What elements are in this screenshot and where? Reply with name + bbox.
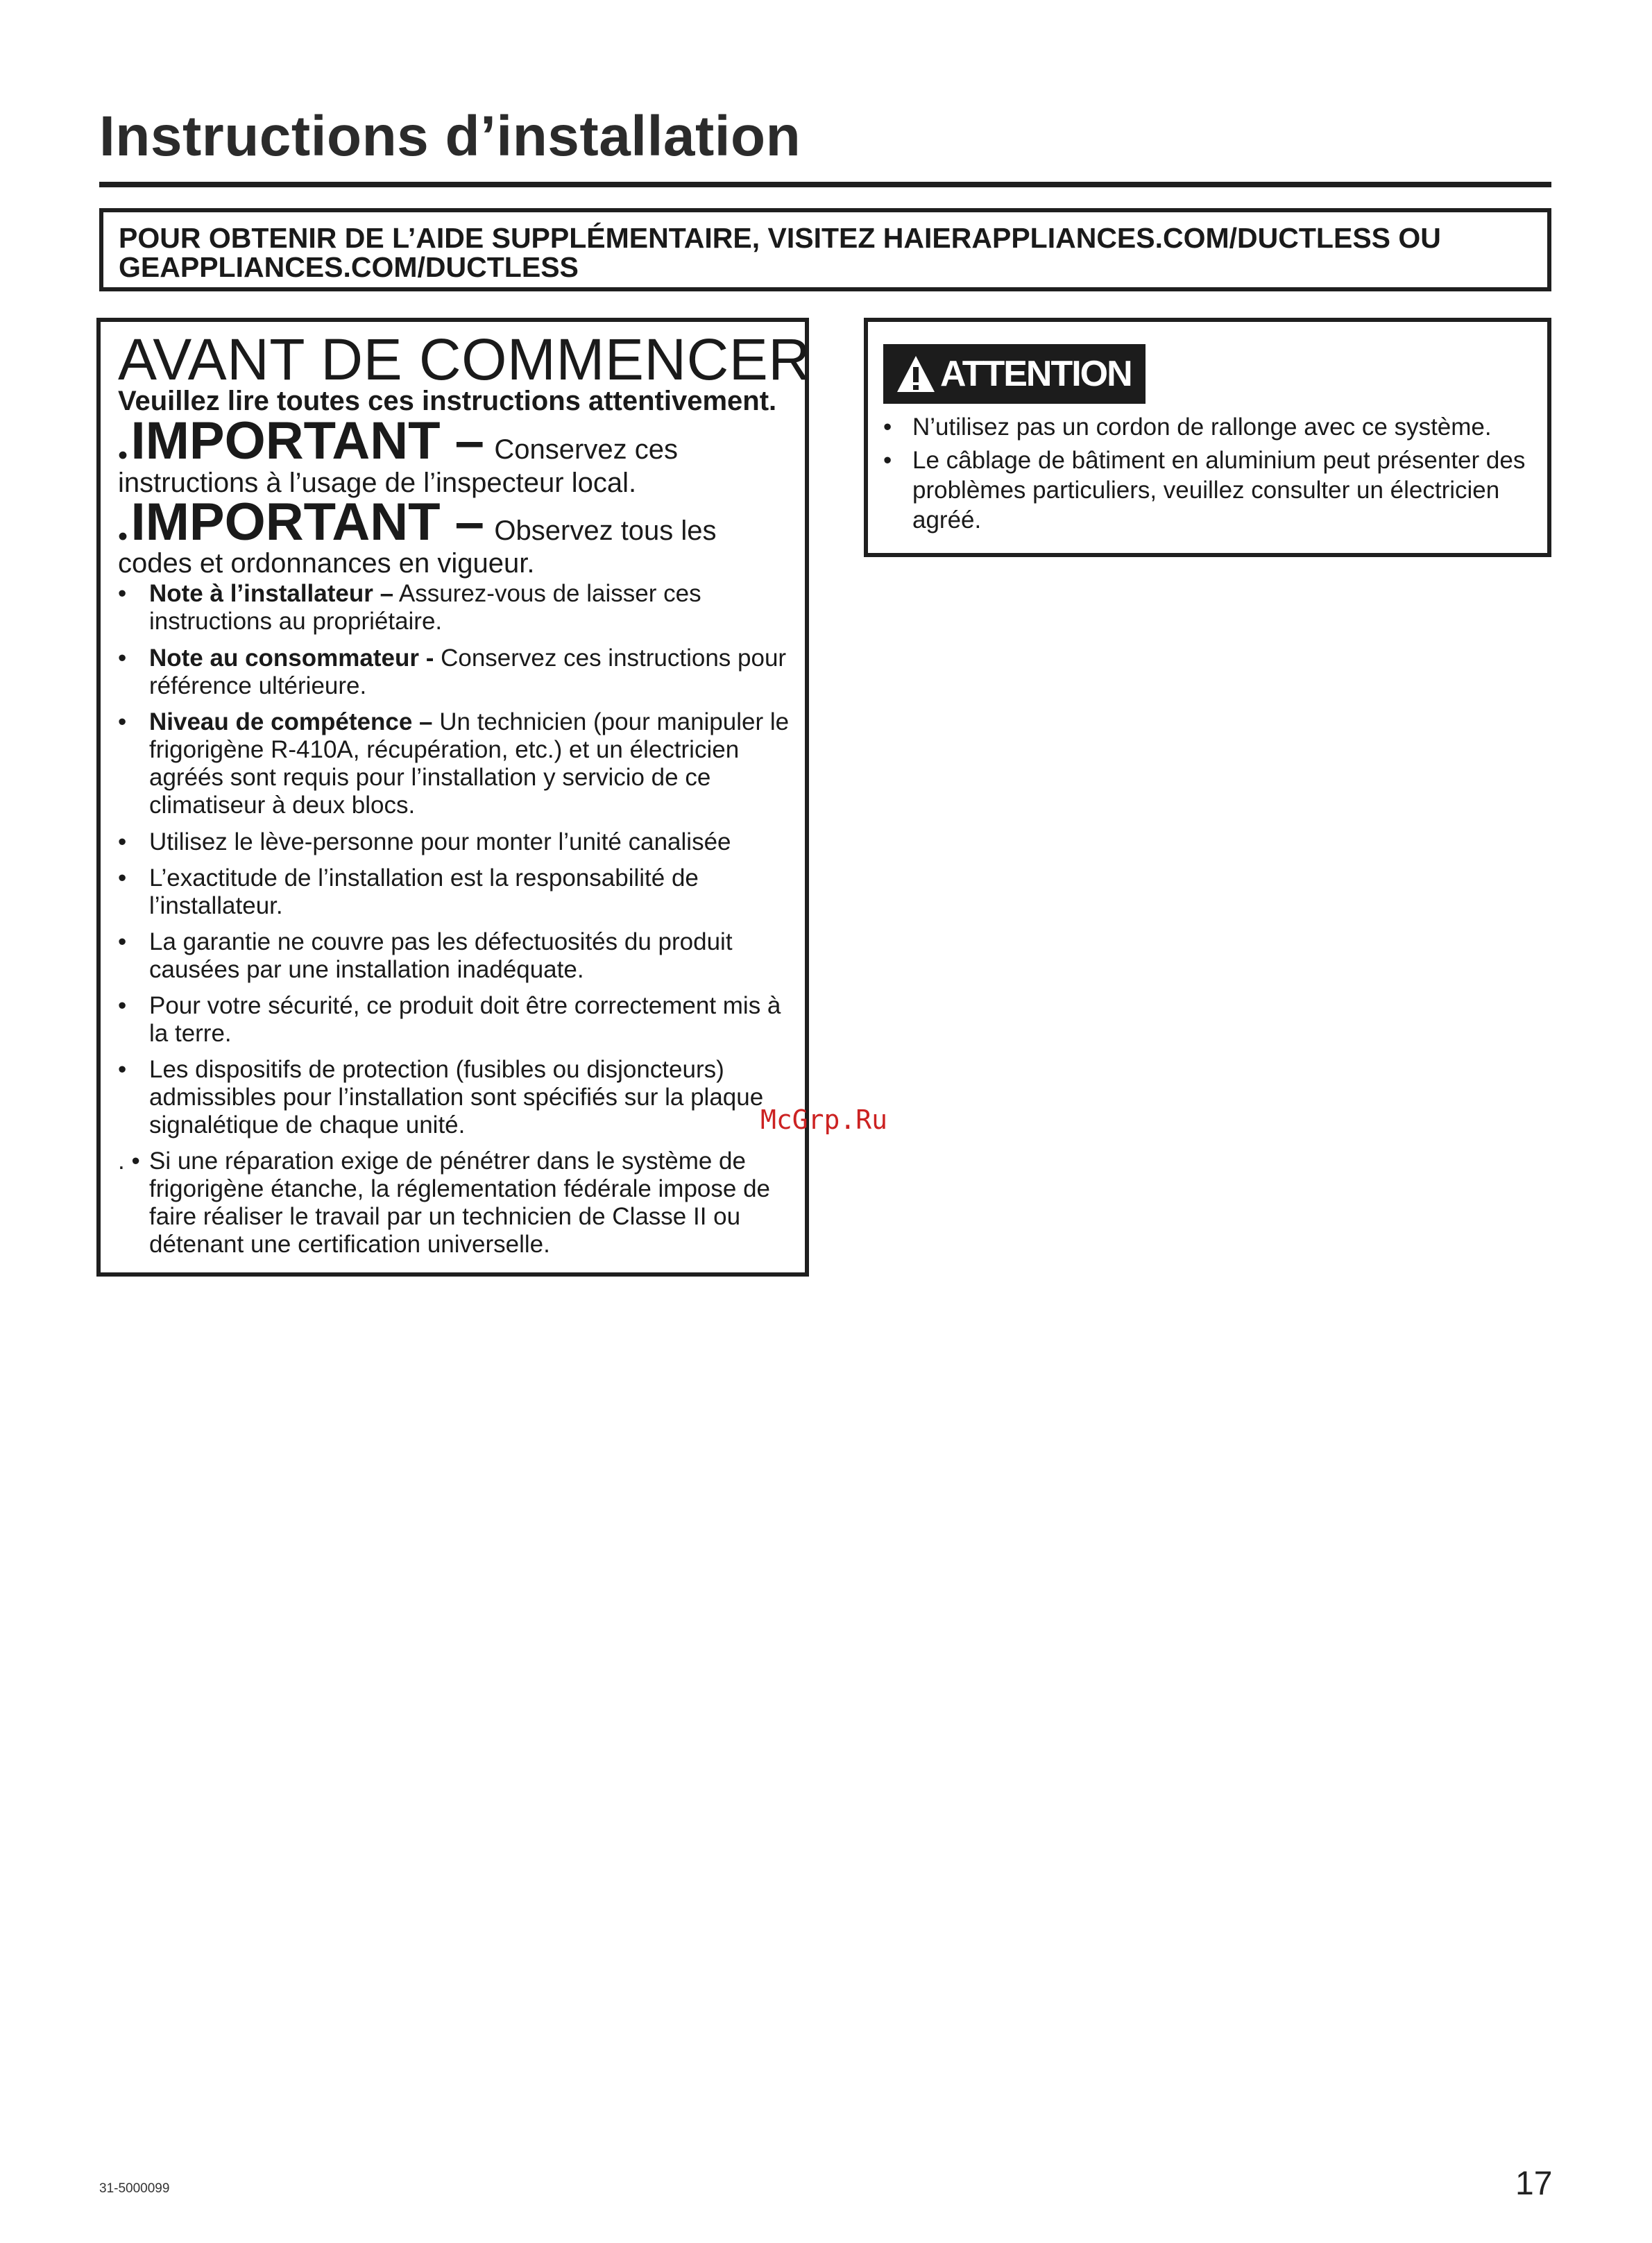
list-item: • La garantie ne couvre pas les défectuosités du produit causées par une installation inadéquate. [118,928,733,983]
list-item: • Le câblage de bâtiment en aluminium peut présenter des problèmes particuliers, veuillez consulter un électricien agréé. [883,447,1526,534]
important-1-label: IMPORTANT – [130,411,484,470]
list-item: • Niveau de compétence – Un technicien (pour manipuler le frigorigène R-410A, récupération, etc.) et un électricien agréés sont requis pour l’installation y servicio de ce climatiseur à deux blocs. [118,708,790,819]
avant-subtitle: Veuillez lire toutes ces instructions attentivement. [118,386,777,416]
important-2-label: IMPORTANT – [130,493,484,552]
attention-badge [883,344,1146,404]
list-item: • Les dispositifs de protection (fusibles ou disjoncteurs) admissibles pour l’installation sont spécifiés sur la plaque signalétique de chaque unité. [118,1056,764,1138]
list-item: . • Si une réparation exige de pénétrer dans le système de frigorigène étanche, la réglementation fédérale impose de faire réaliser le travail par un technicien de Classe II ou détenant une certification universelle. [118,1148,771,1258]
list-item: • Note à l’installateur – Assurez-vous de laisser ces instructions au propriétaire. [118,580,701,635]
list-item: • Utilisez le lève-personne pour monter l’unité canalisée [118,828,731,855]
watermark: McGrp.Ru [760,1105,888,1135]
attention-box [864,318,1551,557]
important-1-cont: instructions à l’usage de l’inspecteur local. [118,468,637,498]
list-item: • L’exactitude de l’installation est la responsabilité de l’installateur. [118,864,699,919]
list-item: • N’utilisez pas un cordon de rallonge avec ce système. [883,413,1492,441]
bullet: • [118,521,128,552]
list-item: • Pour votre sécurité, ce produit doit être correctement mis à la terre. [118,992,781,1047]
avant-title: AVANT DE COMMENCER [118,327,811,392]
page-number: 17 [1515,2165,1553,2202]
help-line-1: POUR OBTENIR DE L’AIDE SUPPLÉMENTAIRE, VISITEZ HAIERAPPLIANCES.COM/DUCTLESS OU [119,222,1441,254]
document-number: 31-5000099 [99,2181,170,2196]
important-1-text: Conservez ces [494,434,678,465]
important-2-text: Observez tous les [494,515,717,546]
list-item: • Note au consommateur - Conservez ces instructions pour référence ultérieure. [118,645,787,699]
important-1 [118,411,678,471]
important-2 [118,492,717,552]
bullet: • [118,440,128,471]
warning-triangle-icon [896,355,936,393]
important-2-cont: codes et ordonnances en vigueur. [118,548,535,579]
title-rule [99,182,1551,187]
help-line-2: GEAPPLIANCES.COM/DUCTLESS [119,251,579,283]
help-box [99,208,1551,291]
attention-label: ATTENTION [940,354,1132,394]
page-title: Instructions d’installation [99,105,801,168]
avant-de-commencer-box [96,318,809,1277]
